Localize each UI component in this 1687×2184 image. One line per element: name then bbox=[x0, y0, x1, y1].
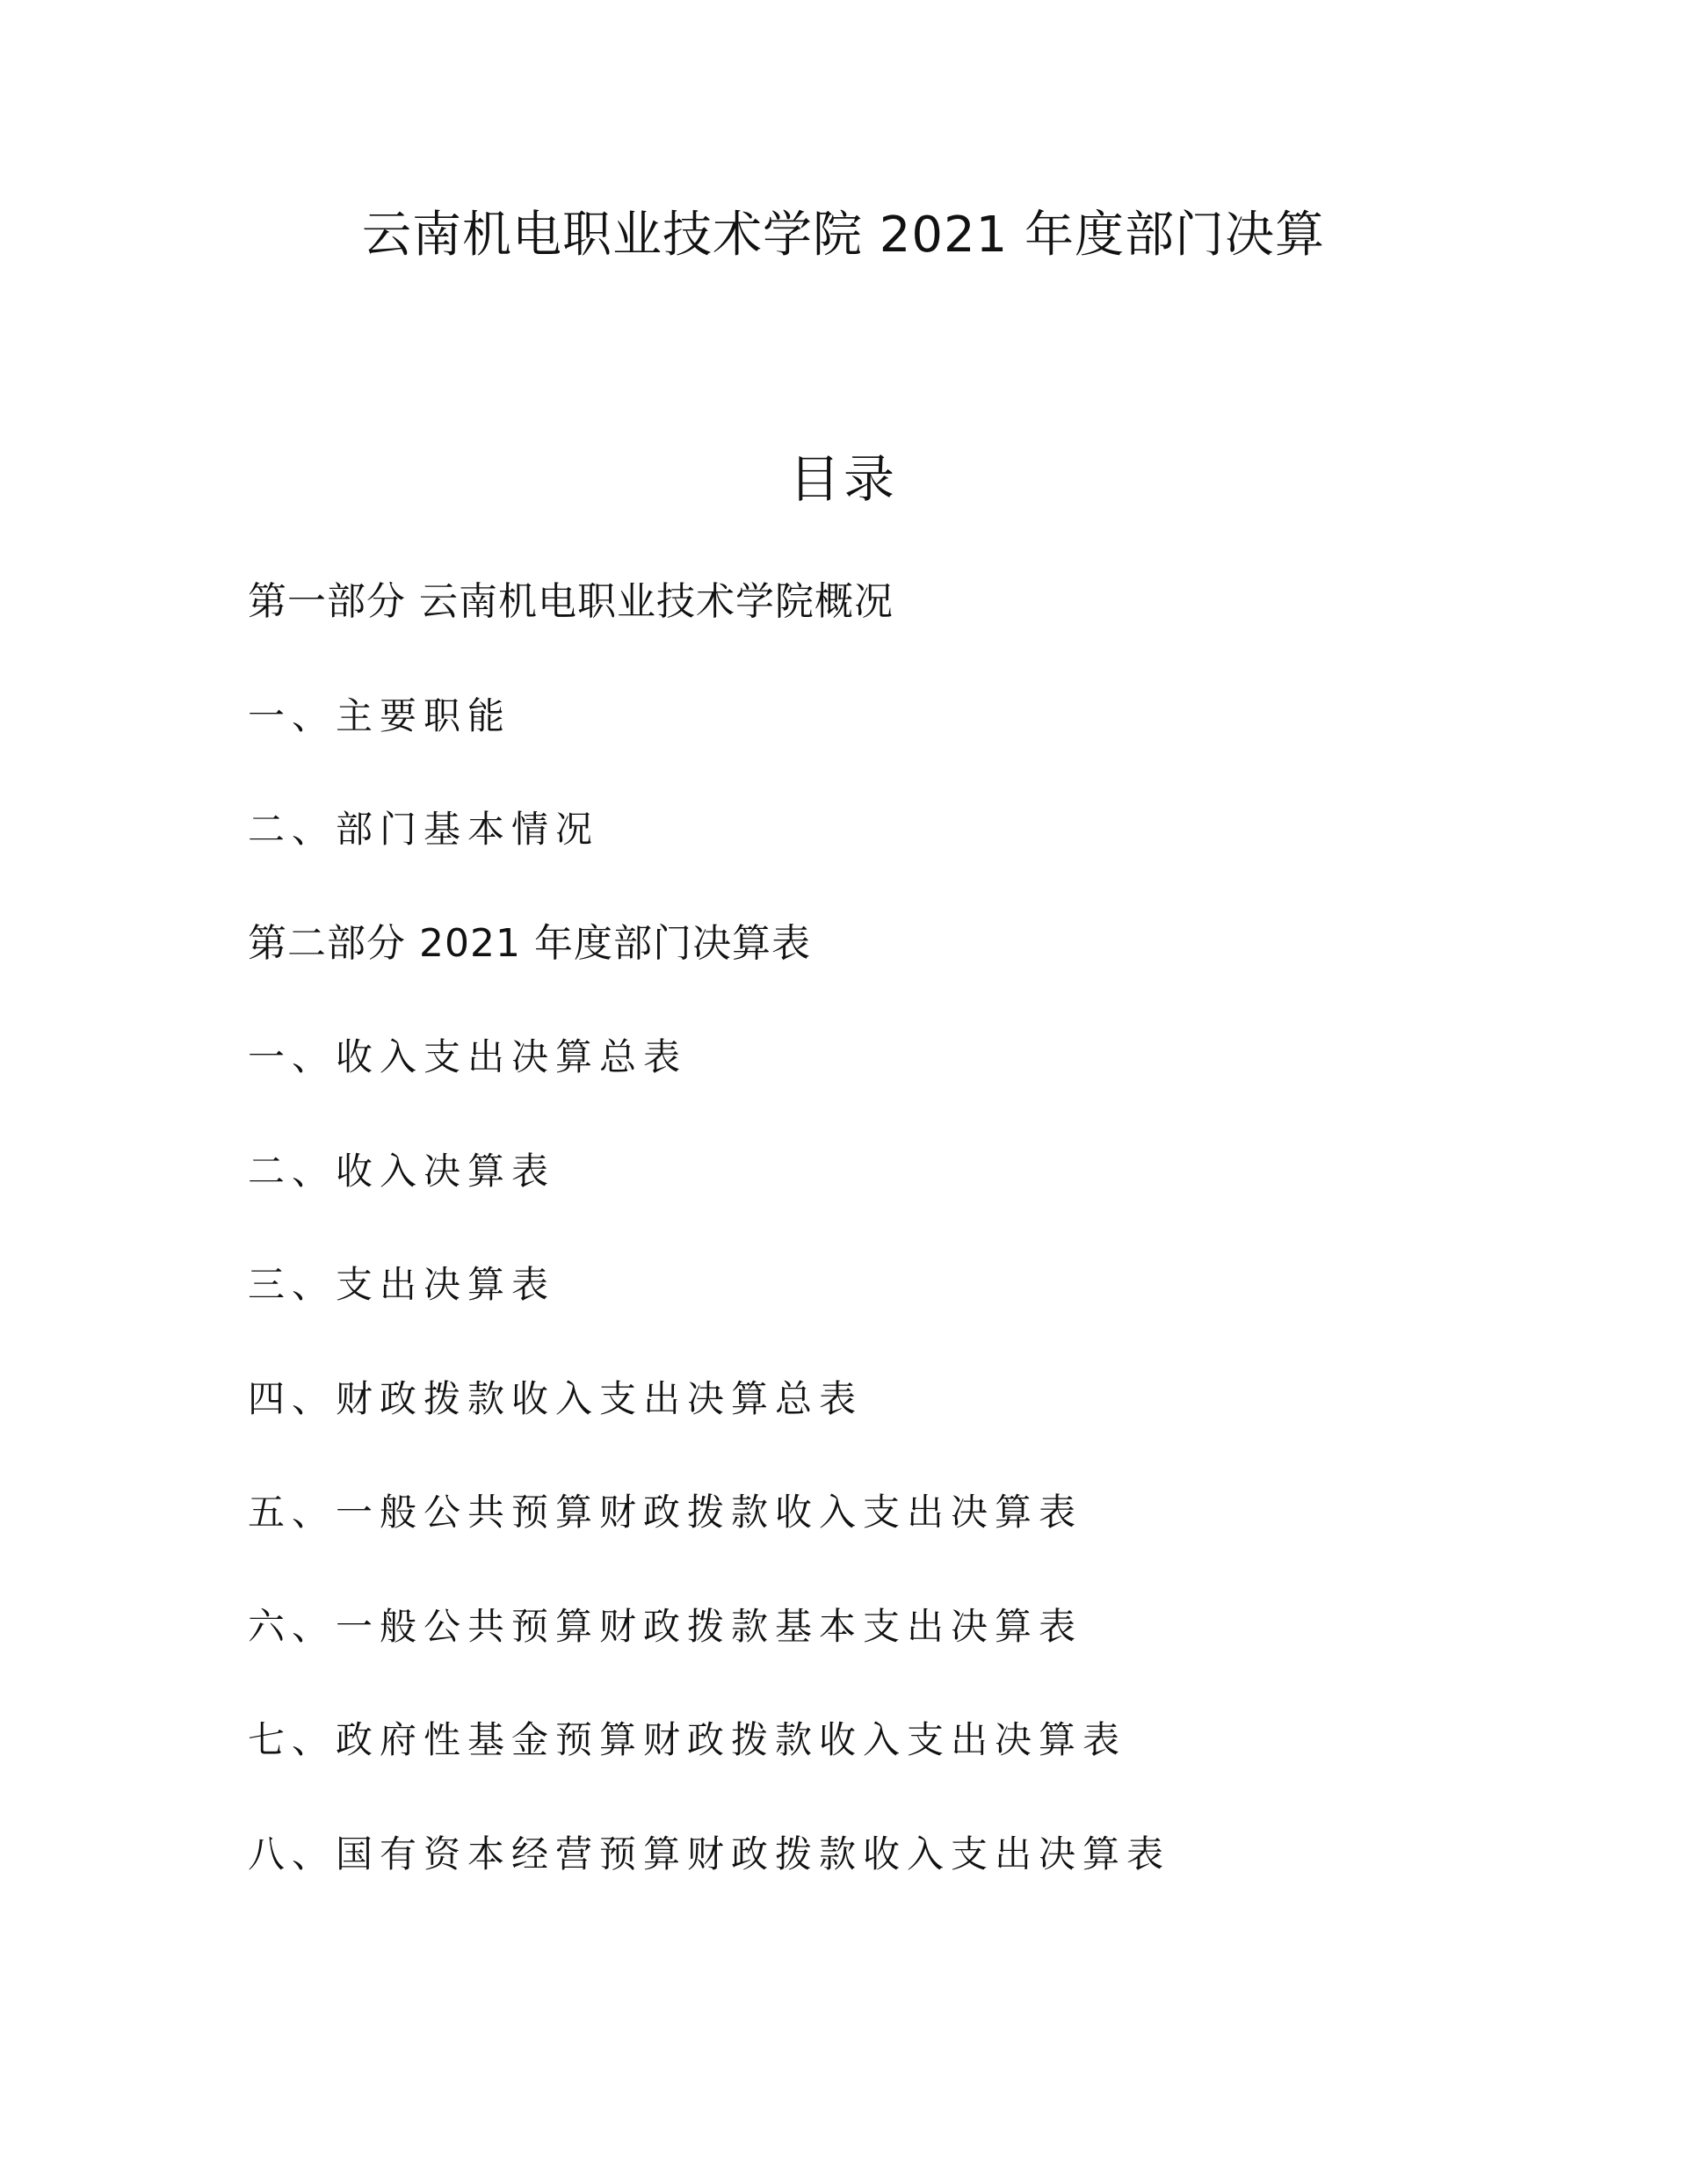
toc-item-label: 八、国有资本经营预算财政拨款收入支出决算表 bbox=[248, 1832, 1171, 1876]
toc-item-label: 二、收入决算表 bbox=[248, 1149, 556, 1193]
toc-item[interactable] bbox=[248, 1477, 1566, 1592]
toc-item-label: 二、部门基本情况 bbox=[248, 808, 600, 851]
toc-part-label: 第一部分 云南机电职业技术学院概况 bbox=[248, 579, 894, 624]
toc-item-label: 三、支出决算表 bbox=[248, 1263, 556, 1306]
toc-item[interactable] bbox=[248, 681, 1566, 795]
toc-item-label: 一、主要职能 bbox=[248, 693, 512, 737]
toc-item[interactable] bbox=[248, 1705, 1566, 1819]
toc-item-label: 五、一般公共预算财政拨款收入支出决算表 bbox=[248, 1491, 1083, 1534]
toc-item-label: 七、政府性基金预算财政拨款收入支出决算表 bbox=[248, 1718, 1127, 1761]
toc-item[interactable] bbox=[248, 1250, 1566, 1364]
toc-item-label: 一、收入支出决算总表 bbox=[248, 1035, 688, 1078]
toc-item-label: 四、财政拨款收入支出决算总表 bbox=[248, 1376, 864, 1420]
toc-item[interactable] bbox=[248, 1819, 1566, 1934]
toc-item[interactable] bbox=[248, 1136, 1566, 1251]
toc-item[interactable] bbox=[248, 795, 1566, 909]
toc-part-1[interactable] bbox=[248, 567, 1566, 681]
toc-item-label: 六、一般公共预算财政拨款基本支出决算表 bbox=[248, 1604, 1083, 1648]
table-of-contents bbox=[248, 567, 1566, 1933]
toc-item[interactable] bbox=[248, 1022, 1566, 1136]
toc-item[interactable] bbox=[248, 1364, 1566, 1478]
document-title: 云南机电职业技术学院 2021 年度部门决算 bbox=[361, 207, 1326, 264]
toc-part-label: 第二部分 2021 年度部门决算表 bbox=[248, 920, 811, 966]
toc-item[interactable] bbox=[248, 1592, 1566, 1706]
toc-part-2[interactable] bbox=[248, 909, 1566, 1023]
toc-heading: 目录 bbox=[788, 449, 898, 509]
